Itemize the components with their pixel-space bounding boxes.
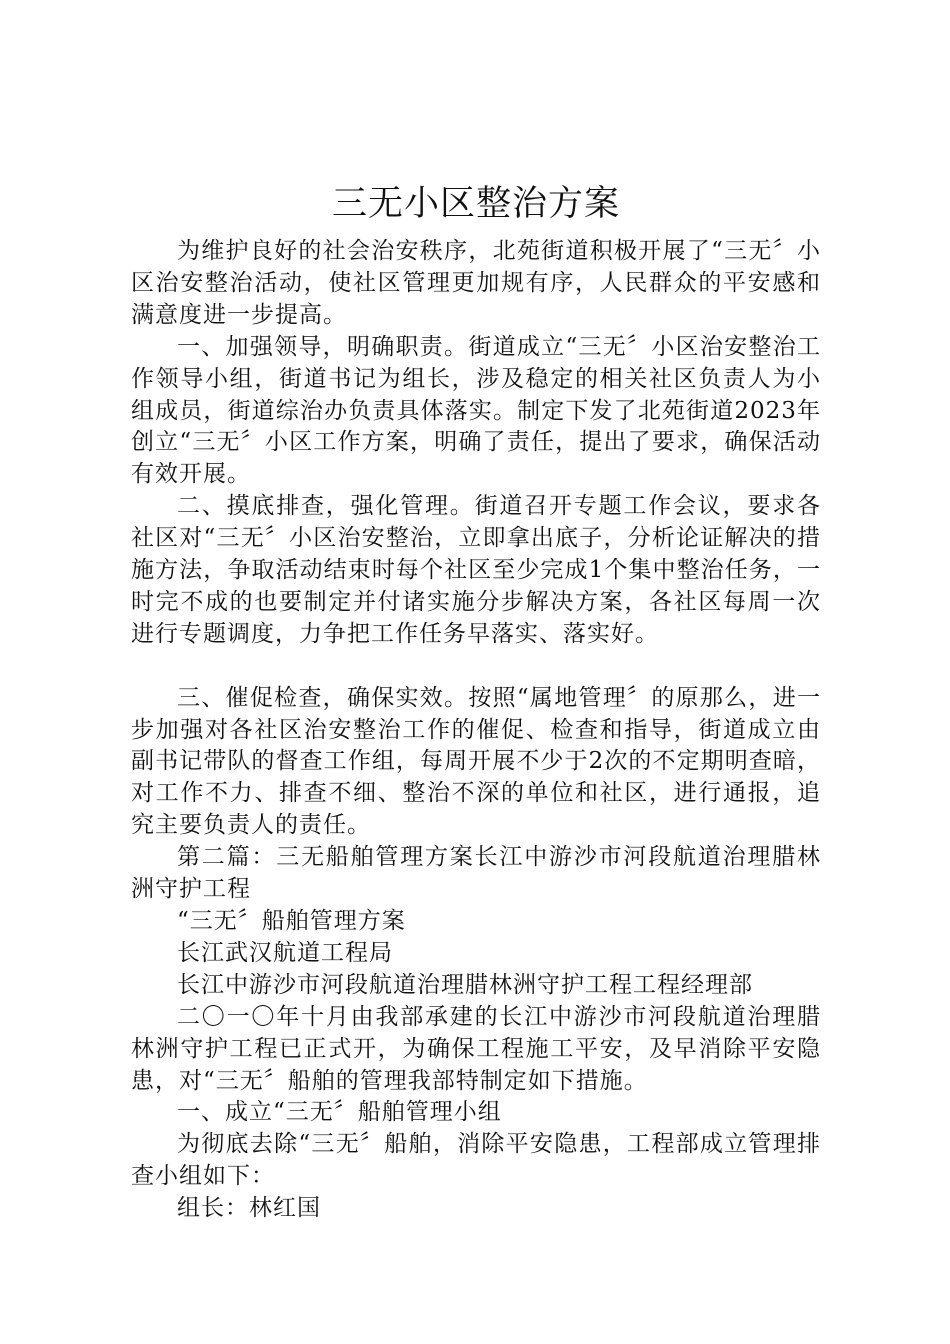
- paragraph-organization: 长江武汉航道工程局: [177, 939, 393, 966]
- document-title: 三无小区整治方案: [331, 184, 620, 224]
- paragraph-section-3: 三、催促检查，确保实效。按照“属地管理〞的原那么，进一步加强对各社区治安整治工作的催促、检查和指导，街道成立由副书记带队的督查工作组，每周开展不少于2次的不定期明查暗，对工作不力、排查不细、整治不深的单位和社区，进行通报，追究主要负责人的责任。: [131, 684, 821, 839]
- paragraph-group-intro: 为彻底去除“三无〞船舶，消除平安隐患，工程部成立管理排查小组如下：: [131, 1131, 821, 1190]
- document-body: [131, 236, 821, 1225]
- paragraph-section-1: 一、加强领导，明确职责。街道成立“三无〞小区治安整治工作领导小组，街道书记为组长，涉及稳定的相关社区负责人为小组成员，街道综治办负责具体落实。制定下发了北苑街道2023年创立“三无〞小区工作方案，明确了责任，提出了要求，确保活动有效开展。: [131, 333, 821, 488]
- paragraph-project-intro: 二〇一〇年十月由我部承建的长江中游沙市河段航道治理腊林洲守护工程已正式开，为确保工程施工平安，及早消除平安隐患，对“三无〞船舶的管理我部特制定如下措施。: [131, 1003, 821, 1094]
- paragraph-group-leader: 组长：林红国: [177, 1195, 321, 1222]
- paragraph-subsection-1: 一、成立“三无〞船舶管理小组: [177, 1099, 502, 1126]
- paragraph-chapter-two-heading: 第二篇：三无船舶管理方案长江中游沙市河段航道治理腊林洲守护工程: [131, 844, 821, 903]
- paragraph-intro: 为维护良好的社会治安秩序，北苑街道积极开展了“三无〞小区治安整治活动，使社区管理更加规有序，人民群众的平安感和满意度进一步提高。: [131, 238, 821, 328]
- paragraph-project-department: 长江中游沙市河段航道治理腊林洲守护工程工程经理部: [177, 971, 753, 998]
- paragraph-plan-name: “三无〞船舶管理方案: [177, 908, 406, 935]
- paragraph-section-2: 二、摸底排查，强化管理。街道召开专题工作会议，要求各社区对“三无〞小区治安整治，立即拿出底子，分析论证解决的措施方法，争取活动结束时每个社区至少完成1个集中整治任务，一时完不成的也要制定并付诸实施分步解决方案，各社区每周一次进行专题调度，力争把工作任务早落实、落实好。: [131, 493, 821, 647]
- paragraph-spacer: [131, 651, 821, 683]
